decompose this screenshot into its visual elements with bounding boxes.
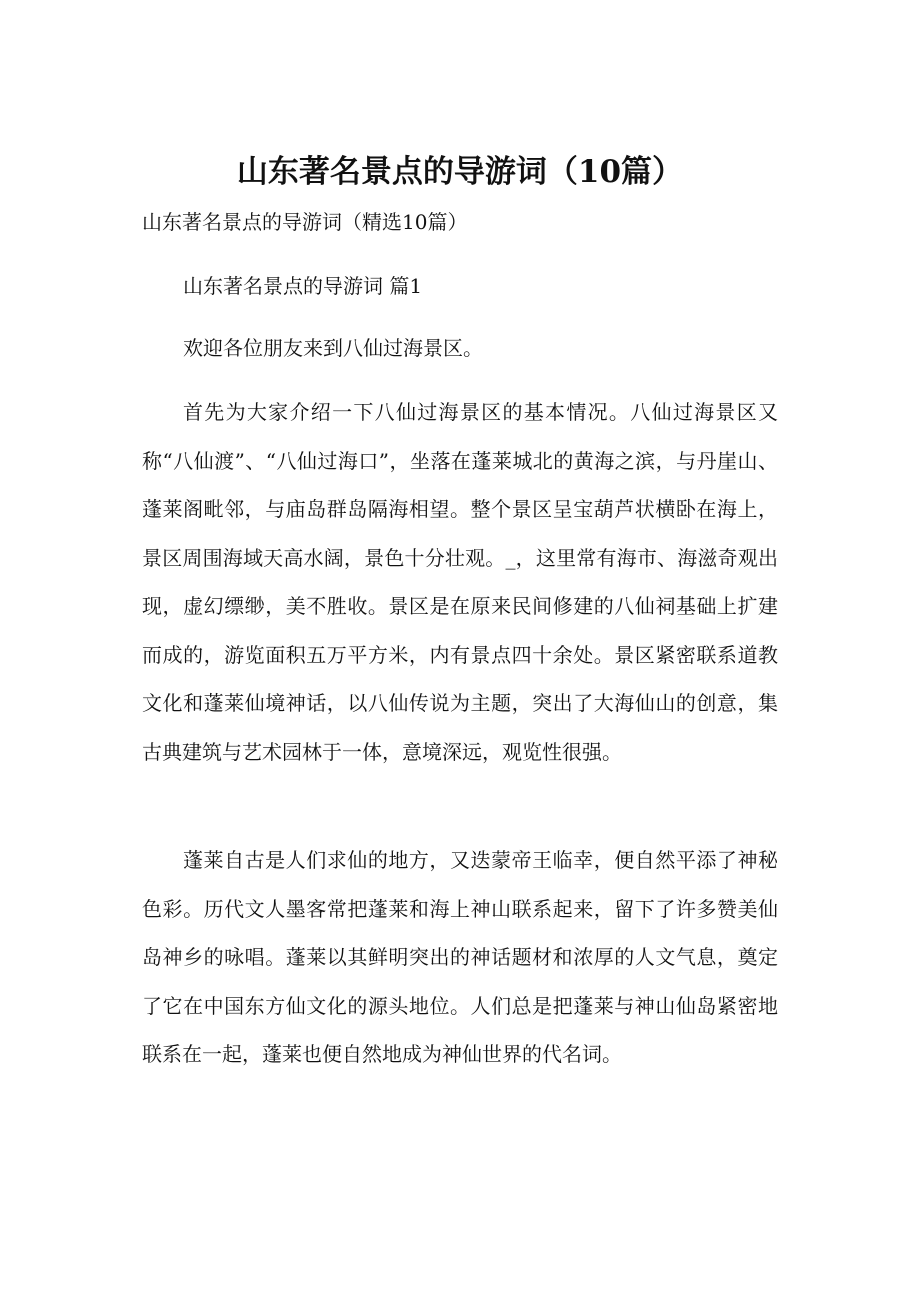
paragraph-welcome: 欢迎各位朋友来到八仙过海景区。 <box>183 336 483 360</box>
section-heading: 山东著名景点的导游词 篇1 <box>183 274 423 298</box>
paragraph-penglai-history: 蓬莱自古是人们求仙的地方，又迭蒙帝王临幸，便自然平添了神秘色彩。历代文人墨客常把蓬莱和海上神山联系起来，留下了许多赞美仙岛神乡的咏唱。蓬莱以其鲜明突出的神话题材和浓厚的人文气息，奠定了它在中国东方仙文化的源头地位。人们总是把蓬莱与神山仙岛紧密地联系在一起，蓬莱也便自然地成为神仙世界的代名词。 <box>142 848 778 1066</box>
paragraph-introduction: 首先为大家介绍一下八仙过海景区的基本情况。八仙过海景区又称“八仙渡”、“八仙过海口”，坐落在蓬莱城北的黄海之滨，与丹崖山、蓬莱阁毗邻，与庙岛群岛隔海相望。整个景区呈宝葫芦状横卧在海上，景区周围海域天高水阔，景色十分壮观。_，这里常有海市、海滋奇观出现，虚幻缥缈，美不胜收。景区是在原来民间修建的八仙祠基础上扩建而成的，游览面积五万平方米，内有景点四十余处。景区紧密联系道教文化和蓬莱仙境神话，以八仙传说为主题，突出了大海仙山的创意，集古典建筑与艺术园林于一体，意境深远，观览性很强。 <box>142 400 778 764</box>
document-subtitle: 山东著名景点的导游词（精选10篇） <box>142 210 468 234</box>
document-title: 山东著名景点的导游词（10篇） <box>236 154 684 190</box>
